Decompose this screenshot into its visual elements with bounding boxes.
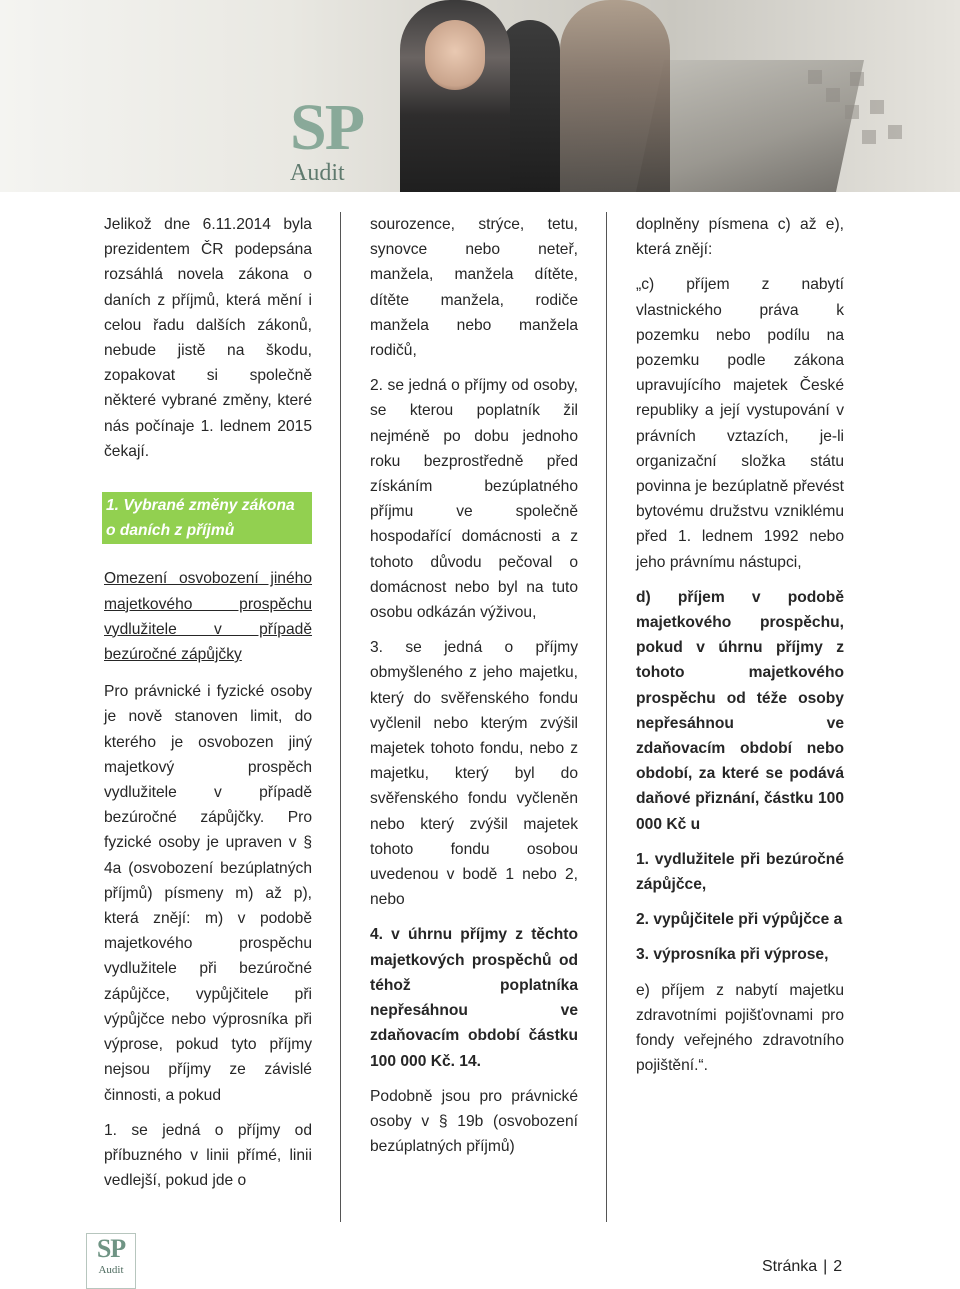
list-item: 3. se jedná o příjmy obmyšleného z jeho majetku, který do svěřenského fondu vyčlenil nebo kterým zvýšil majetek tohoto fondu, nebo z majetku, který byl do svěřenského fondu vyčleněn nebo který zvýšil majetek tohoto fondu osobou uvedenou v bodě 1 nebo 2, nebo <box>370 639 578 909</box>
paragraph: doplněny písmena c) až e), která znějí: <box>636 216 844 259</box>
logo-audit: Audit <box>290 160 345 186</box>
section-heading: 1. Vybrané změny zákona o daních z příjmů <box>102 492 312 544</box>
list-item: 3. výprosníka při výprose, <box>636 946 829 964</box>
decor-square <box>850 72 864 86</box>
paragraph: sourozence, strýce, tetu, synovce nebo neteř, manžela, manžela dítěte, dítěte manžela, rodiče manžela nebo manžela rodičů, <box>370 216 578 360</box>
paragraph: Podobně jsou pro právnické osoby v § 19b (osvobození bezúplatných příjmů) <box>370 1087 578 1156</box>
decor-square <box>845 105 859 119</box>
laptop-photo <box>636 60 864 192</box>
column-1 <box>104 212 312 1193</box>
list-item: 4. v úhrnu příjmy z těchto majetkových prospěchů od téhož poplatníka nepřesáhnou ve zdaňovacím období částku 100 000 Kč. 14. <box>370 926 578 1070</box>
column-divider <box>340 212 341 1222</box>
company-logo <box>290 91 450 192</box>
page-separator: | <box>823 1258 828 1275</box>
intro-paragraph: Jelikož dne 6.11.2014 byla prezidentem ČR podepsána rozsáhlá novela zákona o daních z příjmů, která mění i celou řadu dalších zákonů, nebude jistě na škodu, zopakovat si společně některé vybrané změny, které nás počínaje 1. lednem 2015 čekají. <box>104 216 312 460</box>
footer-logo-audit: Audit <box>98 1264 124 1276</box>
footer-logo-sp: SP <box>96 1234 126 1263</box>
logo-sp: SP <box>290 91 364 164</box>
column-3 <box>636 212 844 1079</box>
decor-square <box>808 70 822 84</box>
page-number <box>762 1258 842 1276</box>
list-item: 2. vypůjčitele při výpůjčce a <box>636 911 843 929</box>
decor-square <box>862 130 876 144</box>
list-item: 1. se jedná o příjmy od příbuzného v linii přímé, linii vedlejší, pokud jde o <box>104 1121 312 1190</box>
column-2 <box>370 212 578 1159</box>
column-divider <box>606 212 607 1222</box>
person-photo <box>560 0 670 192</box>
header-banner <box>0 0 960 192</box>
decor-square <box>888 125 902 139</box>
decor-square <box>826 88 840 102</box>
decor-square <box>870 100 884 114</box>
list-item: 2. se jedná o příjmy od osoby, se kterou poplatník žil nejméně po dobu jednoho roku bezprostředně před získáním bezúplatného příjmu ve společně hospodařící domácnosti a z tohoto důvodu pečoval o domácnost nebo byl na tuto osobu odkázán výživou, <box>370 377 578 622</box>
paragraph: Pro právnické i fyzické osoby je nově stanoven limit, do kterého je osvobozen jiný majetkový prospěch vydlužitele v případě bezúročné zápůjčky. Pro fyzické osoby je upraven v § 4a (osvobození bezúplatných příjmů) písmeny m) až p), která znějí: m) v podobě majetkového prospěchu vydlužitele při bezúročné zápůjčce, vypůjčitele při výpůjčce nebo výprosníka při výprose, pokud tyto příjmy nejsou příjmy ze závislé činnosti, a pokud <box>104 683 312 1104</box>
list-item: d) příjem v podobě majetkového prospěchu, pokud v úhrnu příjmy z tohoto majetkového prospěchu od téže osoby nepřesáhnou ve zdaňovacím období nebo období, za které se podává daňové přiznání, částku 100 000 Kč u <box>636 588 844 833</box>
list-item: e) příjem z nabytí majetku zdravotními pojišťovnami pro fondy veřejného zdravotního pojištění.“. <box>636 981 844 1075</box>
subheading: Omezení osvobození jiného majetkového prospěchu vydlužitele v případě bezúročné zápůjčky <box>104 570 312 664</box>
list-item: „c) příjem z nabytí vlastnického práva k pozemku nebo podílu na pozemku podle zákona upravujícího majetek České republiky a její vystupování v právních vztazích, je-li organizační složka státu povinna je bezúplatně převést bytovému družstvu vzniklému před 1. lednem 1992 nebo jeho právnímu nástupci, <box>636 276 844 571</box>
face-photo <box>425 20 485 90</box>
footer-logo <box>86 1233 136 1289</box>
list-item: 1. vydlužitele při bezúročné zápůjčce, <box>636 850 844 894</box>
page-label: Stránka <box>762 1258 818 1275</box>
page-number-value: 2 <box>833 1258 843 1275</box>
